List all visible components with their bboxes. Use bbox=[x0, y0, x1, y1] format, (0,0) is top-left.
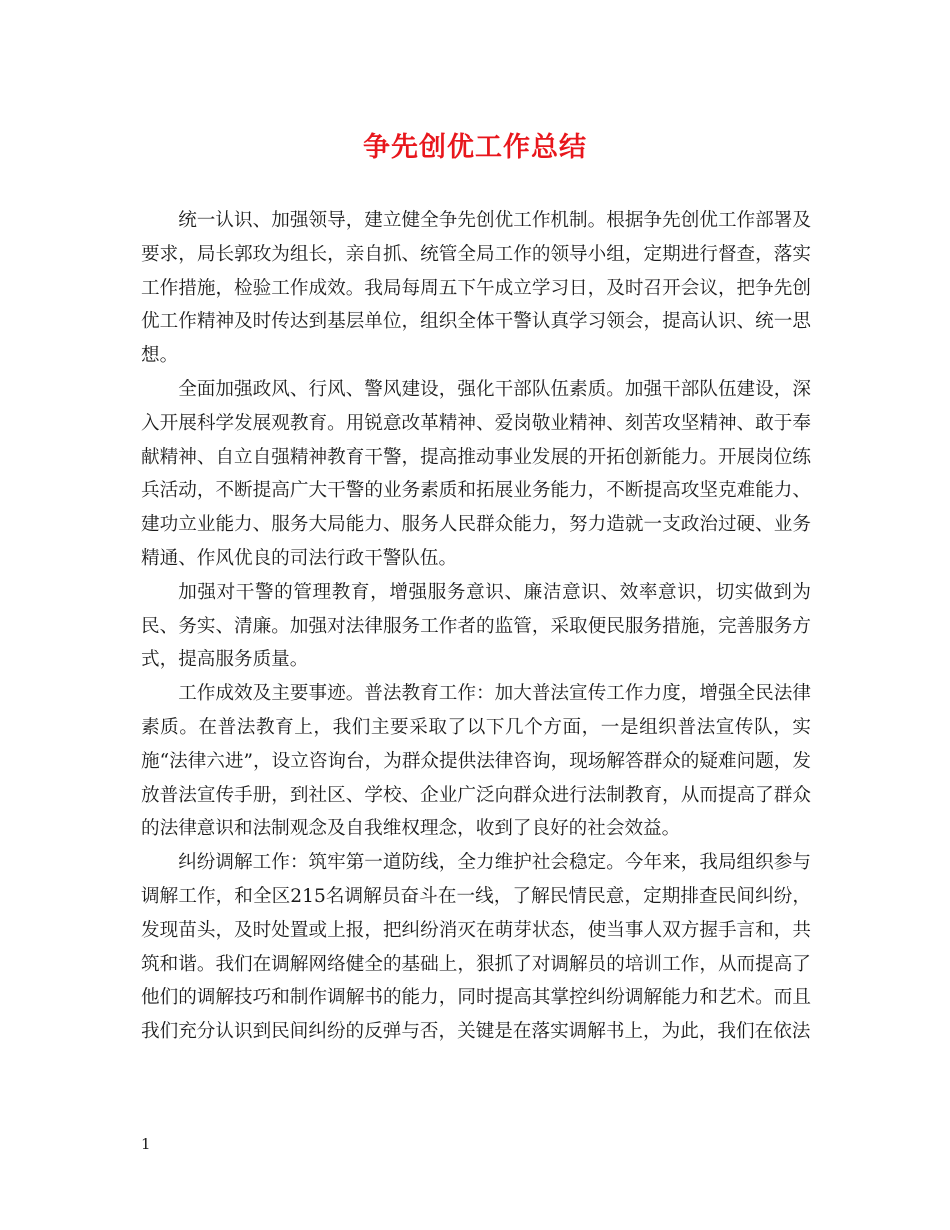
paragraph-4: 工作成效及主要事迹。普法教育工作：加大普法宣传工作力度，增强全民法律素质。在普法教育上，我们主要采取了以下几个方面，一是组织普法宣传队，实施“法律六进”，设立咨询台，为群众提供法律咨询，现场解答群众的疑难问题，发放普法宣传手册，到社区、学校、企业广泛向群众进行法制教育，从而提高了群众的法律意识和法制观念及自我维权理念，收到了良好的社会效益。 bbox=[141, 683, 811, 840]
document-title: 争先创优工作总结 bbox=[363, 132, 587, 163]
paragraph-3: 加强对干警的管理教育，增强服务意识、廉洁意识、效率意识，切实做到为民、务实、清廉。加强对法律服务工作者的监管，采取便民服务措施，完善服务方式，提高服务质量。 bbox=[141, 581, 811, 671]
page-number: 1 bbox=[141, 1135, 151, 1153]
paragraph-2: 全面加强政风、行风、警风建设，强化干部队伍素质。加强干部队伍建设，深入开展科学发展观教育。用锐意改革精神、爱岗敬业精神、刻苦攻坚精神、敢于奉献精神、自立自强精神教育干警，提高推动事业发展的开拓创新能力。开展岗位练兵活动，不断提高广大干警的业务素质和拓展业务能力，不断提高攻坚克难能力、建功立业能力、服务大局能力、服务人民群众能力，努力造就一支政治过硬、业务精通、作风优良的司法行政干警队伍。 bbox=[141, 378, 811, 569]
paragraph-1: 统一认识、加强领导，建立健全争先创优工作机制。根据争先创优工作部署及要求，局长郭玫为组长，亲自抓、统管全局工作的领导小组，定期进行督查，落实工作措施，检验工作成效。我局每周五下午成立学习日，及时召开会议，把争先创优工作精神及时传达到基层单位，组织全体干警认真学习领会，提高认识、统一思想。 bbox=[141, 210, 811, 367]
paragraph-5: 纠纷调解工作：筑牢第一道防线，全力维护社会稳定。今年来，我局组织参与调解工作，和全区215名调解员奋斗在一线，了解民情民意，定期排查民间纠纷，发现苗头，及时处置或上报，把纠纷消灭在萌芽状态，使当事人双方握手言和，共筑和谐。我们在调解网络健全的基础上，狠抓了对调解员的培训工作，从而提高了他们的调解技巧和制作调解书的能力，同时提高其掌控纠纷调解能力和艺术。而且我们充分认识到民间纠纷的反弹与否，关键是在落实调解书上，为此，我们在依法 bbox=[141, 852, 811, 1043]
document-body bbox=[141, 204, 811, 1049]
